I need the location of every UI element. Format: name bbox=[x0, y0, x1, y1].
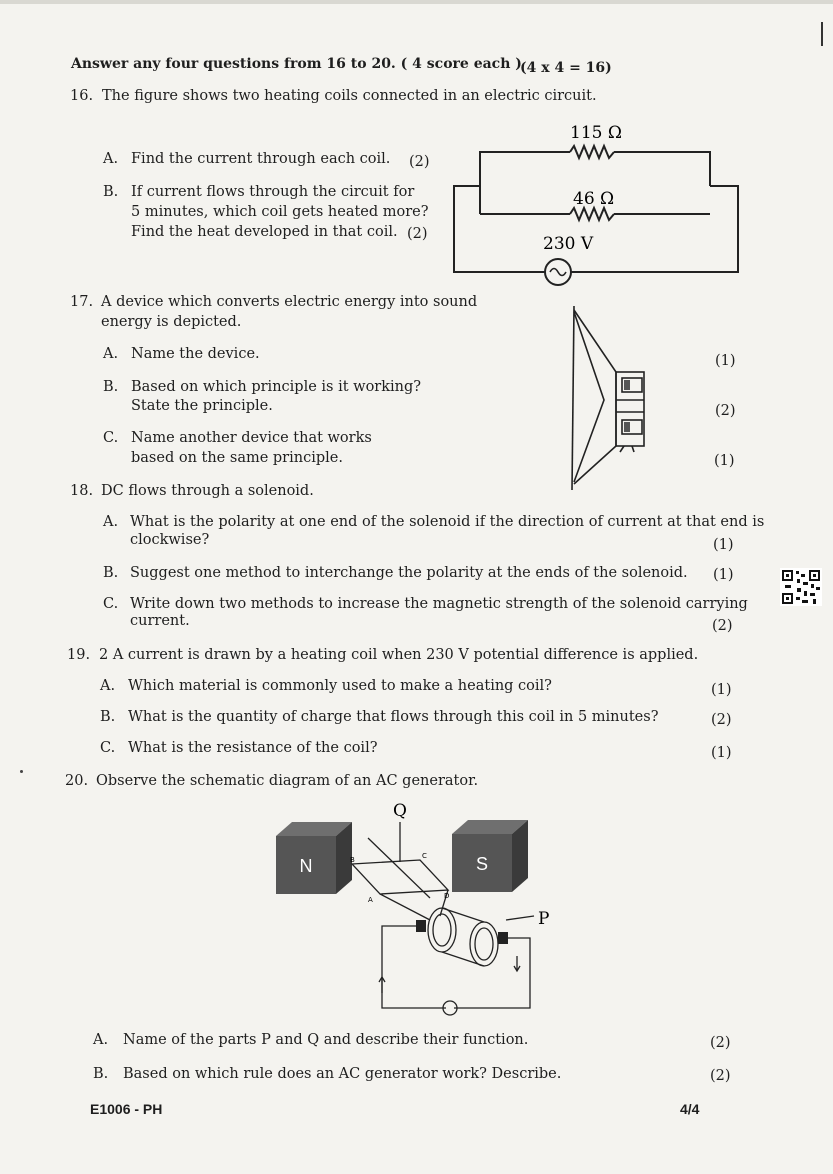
r2-label: 46 Ω bbox=[573, 189, 615, 209]
q20-b-text: Based on which rule does an AC generator work? Describe. bbox=[123, 1066, 562, 1082]
voltage-label: 230 V bbox=[543, 234, 594, 254]
section-total: (4 x 4 = 16) bbox=[520, 60, 612, 76]
q17-a-text: Name the device. bbox=[131, 346, 260, 362]
q17-a-marks: (1) bbox=[715, 353, 736, 369]
q19-number: 19. bbox=[67, 647, 91, 663]
q16-b-marks: (2) bbox=[407, 226, 428, 242]
q20-a-text: Name of the parts P and Q and describe their function. bbox=[123, 1032, 529, 1048]
q20-a-marks: (2) bbox=[710, 1035, 731, 1051]
q18-b-text: Suggest one method to interchange the polarity at the ends of the solenoid. bbox=[130, 565, 688, 581]
label-p: P bbox=[538, 909, 550, 929]
q19-a-text: Which material is commonly used to make a heating coil? bbox=[128, 678, 552, 694]
page-top-edge bbox=[0, 0, 833, 4]
label-d: D bbox=[444, 892, 450, 900]
label-b: B bbox=[350, 856, 355, 864]
q18-a-label: A. bbox=[103, 514, 119, 530]
q18-a-line2: clockwise? bbox=[130, 532, 210, 548]
q17-c-marks: (1) bbox=[714, 453, 735, 469]
q16-a-label: A. bbox=[103, 151, 119, 167]
q18-b-marks: (1) bbox=[713, 567, 734, 583]
q17-line1: A device which converts electric energy into sound bbox=[101, 294, 478, 310]
q17-a-label: A. bbox=[103, 346, 119, 362]
label-c: C bbox=[422, 852, 427, 860]
q20-a-label: A. bbox=[93, 1032, 109, 1048]
qr-code bbox=[780, 568, 822, 606]
q16-circuit-diagram bbox=[448, 115, 748, 290]
q16-a-text: Find the current through each coil. bbox=[131, 151, 391, 167]
loudspeaker-diagram bbox=[560, 300, 660, 495]
q17-number: 17. bbox=[70, 294, 94, 310]
q18-b-label: B. bbox=[103, 565, 119, 581]
q19-a-label: A. bbox=[100, 678, 116, 694]
q18-c-line2: current. bbox=[130, 613, 190, 629]
q16-text: The figure shows two heating coils connected in an electric circuit. bbox=[102, 88, 597, 104]
section-instruction: Answer any four questions from 16 to 20. ( 4 score each ) bbox=[71, 56, 522, 72]
q19-b-label: B. bbox=[100, 709, 116, 725]
label-a: A bbox=[368, 896, 373, 904]
q16-b-line3: Find the heat developed in that coil. bbox=[131, 224, 398, 240]
q18-a-marks: (1) bbox=[713, 537, 734, 553]
label-q: Q bbox=[393, 801, 407, 821]
ac-generator-diagram bbox=[270, 798, 570, 1028]
q18-number: 18. bbox=[70, 483, 94, 499]
q18-c-line1: Write down two methods to increase the magnetic strength of the solenoid carrying bbox=[130, 596, 748, 612]
q19-c-text: What is the resistance of the coil? bbox=[128, 740, 378, 756]
q20-text: Observe the schematic diagram of an AC generator. bbox=[96, 773, 479, 789]
q17-b-line1: Based on which principle is it working? bbox=[131, 379, 422, 395]
q19-c-label: C. bbox=[100, 740, 116, 756]
q16-b-label: B. bbox=[103, 184, 119, 200]
magnet-s-label: S bbox=[475, 854, 489, 874]
q20-b-marks: (2) bbox=[710, 1068, 731, 1084]
q17-line2: energy is depicted. bbox=[101, 314, 242, 330]
q16-b-line1: If current flows through the circuit for bbox=[131, 184, 415, 200]
q16-b-line2: 5 minutes, which coil gets heated more? bbox=[131, 204, 429, 220]
q17-b-marks: (2) bbox=[715, 403, 736, 419]
paper-code: E1006 - PH bbox=[90, 1101, 163, 1117]
q19-text: 2 A current is drawn by a heating coil when 230 V potential difference is applied. bbox=[99, 647, 699, 663]
q18-a-line1: What is the polarity at one end of the solenoid if the direction of current at that end is bbox=[130, 514, 765, 530]
q17-b-label: B. bbox=[103, 379, 119, 395]
page-number: 4/4 bbox=[680, 1101, 700, 1117]
q18-c-marks: (2) bbox=[712, 618, 733, 634]
q16-number: 16. bbox=[70, 88, 94, 104]
q17-b-line2: State the principle. bbox=[131, 398, 273, 414]
q19-c-marks: (1) bbox=[711, 745, 732, 761]
q18-text: DC flows through a solenoid. bbox=[101, 483, 314, 499]
q19-b-text: What is the quantity of charge that flows through this coil in 5 minutes? bbox=[128, 709, 659, 725]
r1-label: 115 Ω bbox=[570, 123, 622, 143]
margin-dot bbox=[20, 770, 23, 773]
margin-mark bbox=[821, 22, 823, 46]
q20-b-label: B. bbox=[93, 1066, 109, 1082]
q18-c-label: C. bbox=[103, 596, 119, 612]
q19-a-marks: (1) bbox=[711, 682, 732, 698]
q17-c-label: C. bbox=[103, 430, 119, 446]
q20-number: 20. bbox=[65, 773, 89, 789]
magnet-n-label: N bbox=[299, 856, 313, 876]
q17-c-line2: based on the same principle. bbox=[131, 450, 343, 466]
q19-b-marks: (2) bbox=[711, 712, 732, 728]
q16-a-marks: (2) bbox=[409, 154, 430, 170]
q17-c-line1: Name another device that works bbox=[131, 430, 372, 446]
